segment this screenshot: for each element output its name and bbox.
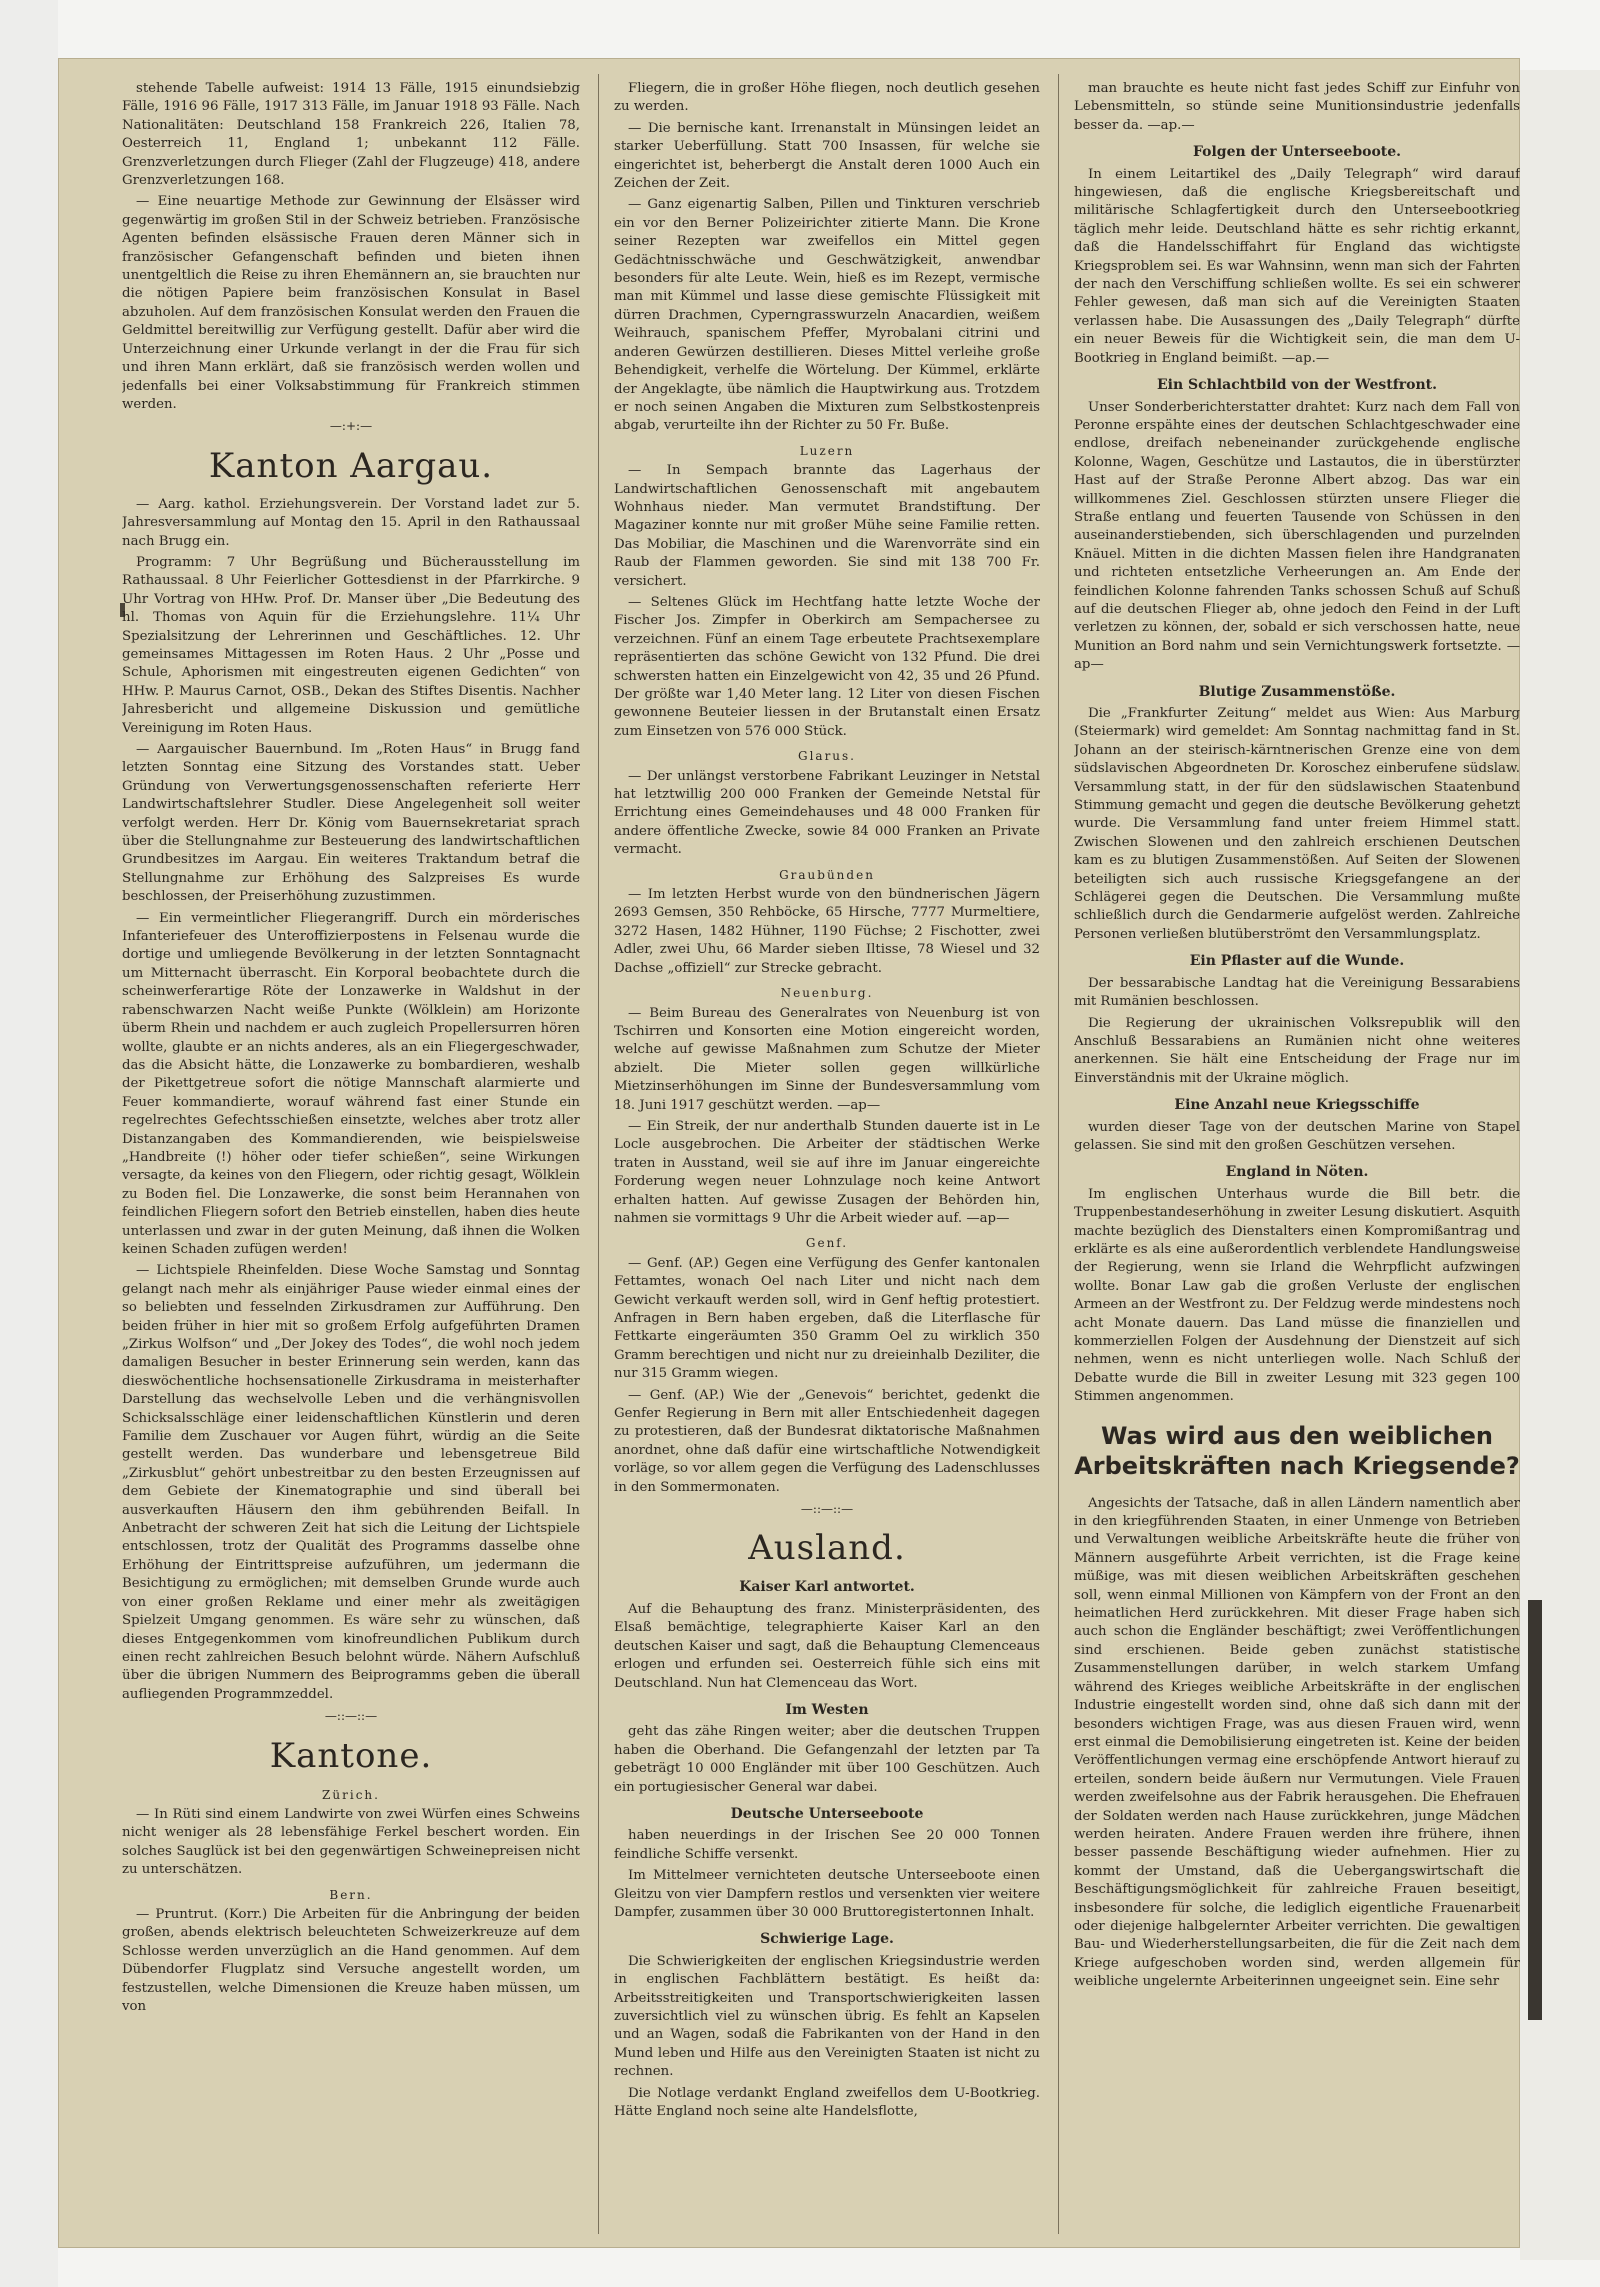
paragraph: Die Notlage verdankt England zweifellos dem U-Bootkrieg. Hätte England noch seine alte Handelsflotte, [614,2085,1040,2120]
paragraph: Der bessarabische Landtag hat die Vereinigung Bessarabiens mit Rumänien beschlossen. [1074,975,1520,1010]
paragraph: Unser Sonderberichterstatter drahtet: Kurz nach dem Fall von Peronne erspähte eines der deutschen Schlachtgeschwader eine endlose, dreifach nebeneinander zurückgehende englische Kolonne, Wagen, Geschütze und Lastautos, die in überstürzter Hast auf der Straße Peronne Albert abzog. Das war ein willkommenes Ziel. Geschlossen stürzten unsere Flieger die Straße entlang und feuerten Tausende von Schüssen in den auseinanderstiebenden, sich überschlagenden und purzelnden Knäuel. Mitten in die dichten Massen fielen ihre Handgranaten und richteten entsetzliche Verheerungen an. Am Ende der feindlichen Kolonne fahrenden Tanks schossen Schuß auf Schuß auf die deutschen Flieger ab, ohne jedoch den Feind in der Luft verletzen zu können, der, sobald er sich verschossen hatte, neue Munition an Bord nahm und sein Vernichtungswerk fortsetzte. —ap— [1074,399,1520,673]
paragraph: Auf die Behauptung des franz. Ministerpräsidenten, des Elsaß bemächtige, telegraphierte Kaiser Karl an den deutschen Kaiser und sagt, daß die Behauptung Clemenceaus erlogen und erfunden sei. Oesterreich fühle sich eins mit Deutschland. Nun hat Clemenceau das Wort. [614,1601,1040,1691]
paragraph: — Der unlängst verstorbene Fabrikant Leuzinger in Netstal hat letztwillig 200 000 Franken der Gemeinde Netstal für Errichtung eines Gemeindehauses und 48 000 Franken für andere öffentliche Zwecke, sowie 84 000 Franken an Private vermacht. [614,768,1040,858]
column-rule [598,74,599,2234]
paragraph: Die „Frankfurter Zeitung“ meldet aus Wien: Aus Marburg (Steiermark) wird gemeldet: Am Sonntag nachmittag fand in St. Johann an der steirisch-kärntnerischen Grenze eine von dem südslavischen Abgeordneten Dr. Koroschez einberufene südslaw. Versammlung statt, in der für den südslawischen Staatenbund Stimmung gemacht und gegen die deutsche Bevölkerung gehetzt wurde. Die Versammlung fand unter freiem Himmel statt. Zwischen Slowenen und den zahlreich erschienen Deutschen kam es zu blutigen Zusammenstößen. Auf Seiten der Slowenen beteiligten sich auch russische Kriegsgefangene an der Schlägerei gegen die Deutschen. Die Versammlung mußte schließlich durch die Gendarmerie aufgelöst werden. Zahlreiche Personen verließen blutüberströmt den Versammlungsplatz. [1074,706,1520,942]
paragraph: Die Schwierigkeiten der englischen Kriegsindustrie werden in englischen Fachblättern bestätigt. Es heißt da: Arbeitsstreitigkeiten und Transportschwierigkeiten lassen zuversichtlich viel zu wünschen übrig. Es fehlt an Kapselen und an Wagen, sodaß die Fabrikanten von der Hand in den Mund leben und Hilfe aus den Vereinigten Staaten ist nicht zu rechnen. [614,1953,1040,2080]
paragraph: — Genf. (AP.) Wie der „Genevois“ berichtet, gedenkt die Genfer Regierung in Bern mit aller Entschiedenheit dagegen zu protestieren, daß der Bundesrat diktatorische Maßnahmen anordnet, ohne daß dafür eine wirtschaftliche Notwendigkeit vorläge, so vor allem gegen die Verfügung des Ladenschlusses in den Sommermonaten. [614,1387,1040,1495]
subheading-bern: Bern. [329,1887,373,1902]
paragraph: wurden dieser Tage von der deutschen Marine von Stapel gelassen. Sie sind mit den großen Geschützen versehen. [1074,1119,1520,1153]
paragraph: geht das zähe Ringen weiter; aber die deutschen Truppen haben die Oberhand. Die Gefangenzahl der letzten par Ta gebeträgt 10 000 Engländer mit über 100 Geschützen. Auch ein portugiesischer General war dabei. [614,1724,1040,1795]
paragraph: Angesichts der Tatsache, daß in allen Ländern namentlich aber in den kriegführenden Staaten, in einer Unmenge von Betrieben und Verwaltungen weibliche Arbeitskräfte heute die früher von Männern ausgeführte Arbeit verrichten, ist die Frage keine müßige, was mit diesen weiblichen Arbeitskräften geschehen soll, wenn einmal Millionen von Kämpfern von der Front an den heimatlichen Herd zurückkehren. Mit dieser Frage haben sich auch schon die Engländer beschäftigt; zwei Veröffentlichungen sind erschienen. Beide geben zunächst statistische Zusammenstellungen darüber, in welch starkem Umfang während des Krieges weibliche Arbeitskräfte in der englischen Industrie eingestellt worden sind, ohne daß sich dann mit der besonders wichtigen Frage, was aus diesen Frauen wird, wenn erst einmal die Demobilisierung eingetreten ist. Keine der beiden Veröffentlichungen vermag eine erschöpfende Antwort hierauf zu erteilen, sondern beide äußern nur Vermutungen. Viele Frauen werden zweifelsohne aus der Fabrik herausgehen. Die Ehefrauen der Soldaten werden nach Hause zurückkehren, junge Mädchen werden heiraten. Andere Frauen werden ihre frühere, ihnen besser passende Beschäftigung wieder aufnehmen. Hier zu kommt der Umstand, daß die Uebergangswirtschaft die Beschäftigungsmöglichkeit für zahlreiche Frauen beseitigt, insbesondere für solche, die lediglich eigentliche Frauenarbeit oder diejenige halbgelernter Arbeiter verrichten. Die gewaltigen Bau- und Wiederherstellungsarbeiten, die für die Zeit nach dem Kriege aufgeschoben worden sind, werden allgemein für weibliche ungelernte Arbeiterinnen ungeeignet sein. Eine sehr [1074,1495,1520,1990]
separator: —::—::— [800,1502,854,1517]
paragraph: Die Regierung der ukrainischen Volksrepublik will den Anschluß Bessarabiens an Rumänien nicht ohne weiteres anerkennen. Sie hält eine Entscheidung der Frage nur im Einverständnis mit der Ukraine möglich. [1074,1015,1520,1086]
paragraph: — Aargauischer Bauernbund. Im „Roten Haus“ in Brugg fand letzten Sonntag eine Sitzung des Vorstandes statt. Ueber Gründung von Verwertungsgenossenschaften referierte Herr Landwirtschaftslehrer Studler. Diese Angelegenheit soll weiter verfolgt werden. Herr Dr. König vom Bauernsekretariat sprach über die Stellungnahme zur Besteuerung des landwirtschaftlichen Grundbesitzes im Aargau. Ein weiteres Traktandum betraf die Stellungnahme zur Erhöhung des Salzpreises Es wurde beschlossen, der Preiserhöhung zuzustimmen. [122,742,580,905]
paragraph: stehende Tabelle aufweist: 1914 13 Fälle, 1915 einundsiebzig Fälle, 1916 96 Fälle, 1917 313 Fälle, im Januar 1918 93 Fälle. Nach Nationalitäten: Deutschland 158 Frankreich 226, Italien 78, Oesterreich 11, England 1; unbekannt 112 Fälle. Grenzverletzungen durch Flieger (Zahl der Flugzeuge) 418, andere Grenzverletzungen 168. [122,81,580,189]
paragraph: Programm: 7 Uhr Begrüßung und Bücherausstellung im Rathaussaal. 8 Uhr Feierlicher Gottesdienst in der Pfarrkirche. 9 Uhr Vortrag von HHw. Prof. Dr. Manser über „Die Bedeutung des hl. Thomas von Aquin für die Erziehungslehre. 11¼ Uhr Spezialsitzung der Lehrerinnen und Geschäftliches. 12. Uhr gemeinsames Mittagessen im Roten Haus. 2 Uhr „Posse und Schule, Aphorismen mit eingestreuten eigenen Gedichten“ von HHw. P. Maurus Carnot, OSB., Dekan des Stiftes Disentis. Nachher Jahresbericht und allgemeine Diskussion und gemütliche Vereinigung im Roten Haus. [122,554,580,736]
paragraph: haben neuerdings in der Irischen See 20 000 Tonnen feindliche Schiffe versenkt. [614,1828,1040,1862]
section-heading-kanton-aargau: Kanton Aargau. [208,445,494,486]
paragraph: — Lichtspiele Rheinfelden. Diese Woche Samstag und Sonntag gelangt nach mehr als einjähriger Pause wieder einmal eines der so beliebten und fesselnden Zirkusdramen zur Aufführung. Den beiden früher in hier mit so großem Erfolg aufgeführten Dramen „Zirkus Wolfson“ und „Der Jokey des Todes“, die wohl noch jedem damaligen Besucher in bester Erinnerung sein werden, kann das dieswöchentliche hochsensationelle Zirkusdrama in meisterhafter Darstellung das wechselvolle Leben und die verhängnisvollen Schicksalsschläge einer leidenschaftlichen Künstlerin und deren Familie dem Zuschauer vor Augen führt, würdig an die Seite gestellt werden. Das wunderbare und lebensgetreue Bild „Zirkusblut“ gehört unbestreitbar zu den besten Erzeugnissen auf dem Gebiete der Kinematographie und sind überall bei ausverkauften Häusern den ihm gebührenden Beifall. In Anbetracht der schweren Zeit hat sich die Leitung der Lichtspiele entschlossen, trotz der Qualität des Programms dasselbe ohne Erhöhung der Eintrittspreise aufzuführen, um jedermann die Besichtigung zu ermöglichen; mit demselben Grunde wurde auch von einer großen Reklame und einer mehr als zweitägigen Spielzeit Umgang genommen. Es wäre sehr zu wünschen, daß dieses Entgegenkommen vom kinofreundlichen Publikum durch einen recht zahlreichen Besuch belohnt würde. Nähern Aufschluß über die übrigen Nummern des Beiprogramms geben die überall aufliegenden Programmzeddel. [122,1263,580,1702]
paragraph: — Im letzten Herbst wurde von den bündnerischen Jägern 2693 Gemsen, 350 Rehböcke, 65 Hirsche, 7777 Murmeltiere, 3272 Hasen, 1482 Hühner, 1190 Füchse; 2 Fischotter, zwei Adler, zwei Uhu, 66 Marder sieben Iltisse, 78 Wiesel und 32 Dachse „offiziell“ zur Strecke gebracht. [614,887,1040,976]
subheading-luzern: Luzern [799,443,855,458]
subheading-neuenburg: Neuenburg. [780,986,874,1001]
subheading-zusammenstoesse: Blutige Zusammenstöße. [1198,683,1396,700]
paragraph: In einem Leitartikel des „Daily Telegraph“ wird darauf hingewiesen, daß die englische Kriegsbereitschaft und militärische Schlagfertigkeit durch den Unterseebootkrieg täglich mehr leide. Deutschland hätte es sehr richtig erkannt, daß die Handelsschiffahrt für England das wichtigste Kriegsproblem sei. Es war Wahnsinn, wenn man sich der Fahrten der nach den Verschiffung schließen wollte. Es sei ein schwerer Fehler gewesen, daß man sich auf die Vereinigten Staaten verlassen habe. Die Ausassungen des „Daily Telegraph“ dürfte ein neuer Beweis für die Wichtigkeit sein, die man dem U-Bootkrieg in England beimißt. —ap.— [1074,166,1520,366]
subheading-folgen: Folgen der Unterseeboote. [1192,144,1402,161]
paragraph: — Pruntrut. (Korr.) Die Arbeiten für die Anbringung der beiden großen, abends elektrisch beleuchteten Schweizerkreuze auf dem Schlosse werden unverzüglich an die Hand genommen. Auf dem Dübendorfer Flugplatz sind Versuche angestellt worden, um festzustellen, welche Dimensionen die Kreuze haben müssen, um von [122,1906,580,2014]
column-rule [1058,74,1059,2234]
paragraph: — Aarg. kathol. Erziehungsverein. Der Vorstand ladet zur 5. Jahresversammlung auf Montag den 15. April in den Rathaussaal nach Brugg ein. [122,496,580,549]
paragraph: Im englischen Unterhaus wurde die Bill betr. die Truppenbestandeserhöhung in zweiter Lesung diskutiert. Asquith machte bezüglich des Dienstalters einen Kompromißantrag und erklärte es als eine außerordentlich verblendete Handlungsweise der Regierung, wenn sie Irland die Wehrpflicht aufzwingen wollte. Bonar Law gab die großen Verluste der englischen Armeen an der Westfront zu. Der Feldzug werde mindestens noch acht Monate dauern. Das Land müsse die finanziellen und kommerziellen Folgen der Ausdehnung der Dienstzeit auf sich nehmen, wenn es nicht unterliegen wolle. Nach Schluß der Debatte wurde die Bill in zweiter Lesung mit 323 gegen 100 Stimmen angenommen. [1074,1186,1520,1405]
subheading-im-westen: Im Westen [785,1701,869,1718]
edge-mark [1528,1600,1542,2020]
paragraph: man brauchte es heute nicht fast jedes Schiff zur Einfuhr von Lebensmitteln, so stünde seine Munitionsindustrie jedenfalls besser da. —ap.— [1074,81,1520,133]
separator: —:+:— [329,419,373,434]
paragraph: — In Sempach brannte das Lagerhaus der Landwirtschaftlichen Genossenschaft mit angebautem Wohnhaus nieder. Man vermutet Brandstiftung. Der Magaziner konnte nur mit großer Mühe seine Familie retten. Das Mobiliar, die Maschinen und die Warenvorräte sind ein Raub der Flammen geworden. Sie sind mit 138 700 Fr. versichert. [614,463,1040,589]
paragraph: — Genf. (AP.) Gegen eine Verfügung des Genfer kantonalen Fettamtes, wonach Oel nach Liter und nicht nach dem Gewicht verkauft werden soll, wird in Genf heftig protestiert. Anfragen in Bern haben ergeben, daß die Literflasche für Fettkarte eingeräumten 350 Gramm Oel zu wirklich 350 Gramm berechtigen und nicht nur zu dreieinhalb Deziliter, die nur 315 Gramm wiegen. [614,1255,1040,1382]
subheading-zuerich: Zürich. [322,1787,380,1802]
column-3 [1074,80,1520,2230]
subheading-glarus: Glarus. [797,749,856,764]
subheading-pflaster: Ein Pflaster auf die Wunde. [1189,953,1405,970]
paragraph: — Seltenes Glück im Hechtfang hatte letzte Woche der Fischer Jos. Zimpfer in Oberkirch am Sempachersee zu verzeichnen. Fünf an einem Tage erbeutete Prachtsexemplare repräsentierten das schöne Gewicht von 132 Pfund. Die drei schwersten hatten ein Einzelgewicht von 42, 35 und 26 Pfund. Der größte war 1,40 Meter lang. 12 Liter von diesen Fischen gewonnene Beuteier liessen in der Brutanstalt einen Ersatz zum Einsetzen von 576 000 Stück. [614,594,1040,739]
paragraph: Im Mittelmeer vernichteten deutsche Unterseeboote einen Gleitzu von vier Dampfern restlos und versenkten vier weitere Dampfer, zusammen über 30 000 Bruttoregistertonnen Inhalt. [614,1868,1040,1920]
feature-heading: Was wird aus den weiblichen Arbeitskräften nach Kriegsende? [1074,1421,1520,1480]
paragraph: — Ein Streik, der nur anderthalb Stunden dauerte ist in Le Locle ausgebrochen. Die Arbeiter der städtischen Werke traten in Ausstand, weil sie auf ihre im Januar eingereichte Forderung wegen neuer Lohnzulage noch keine Antwort erhalten hatten. Auf gewisse Zusagen der Behörden hin, nahmen sie vormittags 9 Uhr die Arbeit wieder auf. —ap— [614,1118,1040,1226]
subheading-graubuenden: Graubünden [779,867,875,882]
subheading-kriegsschiffe: Eine Anzahl neue Kriegsschiffe [1174,1097,1420,1114]
newspaper-page [58,58,1520,2248]
subheading-schlachtbild: Ein Schlachtbild von der Westfront. [1156,377,1438,394]
paragraph: — Eine neuartige Methode zur Gewinnung der Elsässer wird gegenwärtig im großen Stil in der Schweiz betrieben. Französische Agenten befinden elsässische Frauen deren Männer sich in französischer Gefangenschaft befinden und bieten ihnen unentgeltlich die Reise zu ihren Ehemännern an, sie brauchten nur die nötigen Papiere beim französischen Konsulat in Basel abzuholen. Auf dem französischen Konsulat werden den Frauen die Geldmittel bereitwillig zur Verfügung gestellt. Dafür aber wird die Unterzeichnung einer Urkunde verlangt in der die Frau für sich und ihren Mann erklärt, daß sie französisch werden wollen und jedenfalls bei einer Volksabstimmung für Frankreich stimmen werden. [122,194,580,412]
separator: —::—::— [324,1709,378,1724]
paragraph: Fliegern, die in großer Höhe fliegen, noch deutlich gesehen zu werden. [614,81,1040,115]
paragraph: — In Rüti sind einem Landwirte von zwei Würfen eines Schweins nicht weniger als 28 lebensfähige Ferkel beschert worden. Ein solches Sauglück ist bei den gegenwärtigen Schweinepreisen nicht zu unterschätzen. [122,1806,580,1878]
adjacent-page-edge [1520,70,1600,2260]
paragraph: — Ganz eigenartig Salben, Pillen und Tinkturen verschrieb ein vor den Berner Polizeirichter zitierte Mann. Die Krone seiner Rezepten war zweifellos ein Mittel gegen Gedächtnisschwäche und Geschwätzigkeit, anwendbar besonders für alte Leute. Wein, hieß es im Rezept, vermische man mit Kümmel und lasse diese gemischte Flüssigkeit mit dürren Drachmen, Cyperngrasswurzeln Anacardien, weißem Weihrauch, spanischem Pfeffer, Myrobalani citrini und anderen Gewürzen destillieren. Dieses Mittel verleihe große Behendigkeit, verhelfe die Wörtelung. Der Kümmel, erklärte der Angeklagte, übe nämlich die Hauptwirkung aus. Trotzdem er noch seinen Angaben die Mixturen zum Selbstkostenpreis abgab, verurteilte ihn der Richter zu 50 Fr. Buße. [614,197,1040,434]
paragraph: — Die bernische kant. Irrenanstalt in Münsingen leidet an starker Ueberfüllung. Statt 700 Insassen, für welche sie eingerichtet ist, beherbergt die Anstalt deren 1000 Auch ein Zeichen der Zeit. [614,120,1040,192]
paragraph: — Beim Bureau des Generalrates von Neuenburg ist von Tschirren und Konsorten eine Motion eingereicht worden, welche auf gewisse Maßnahmen zum Schutze der Mieter abzielt. Die Mieter sollen gegen willkürliche Mietzinserhöhungen im Sinne der Bundesversammlung vom 18. Juni 1917 geschützt werden. —ap— [614,1005,1040,1113]
subheading-schwierige-lage: Schwierige Lage. [760,1931,894,1948]
subheading-england: England in Nöten. [1225,1164,1369,1181]
section-heading-ausland: Ausland. [748,1528,906,1569]
section-heading-kantone: Kantone. [269,1735,433,1776]
subheading-genf: Genf. [805,1236,849,1251]
column-2 [614,80,1040,2230]
subheading-kaiser-karl: Kaiser Karl antwortet. [739,1579,915,1596]
column-1 [122,80,580,2230]
scan-background-left [0,0,58,2287]
subheading-unterseeboote: Deutsche Unterseeboote [730,1805,924,1822]
paragraph: — Ein vermeintlicher Fliegerangriff. Durch ein mörderisches Infanteriefeuer des Unteroffizierpostens in Felsenau wurde die dortige und umliegende Bevölkerung in der letzten Sonntagnacht um Mitternacht überrascht. Ein Korporal beobachtete durch die scheinwerferartige Röte der Lonzawerke in Waldshut in der rabenschwarzen Nacht weiße Punkte (Wölklein) am Horizonte überm Rhein und nachdem er auch zugleich Propellersurren hören wollte, glaubte er an nichts anderes, als an ein Fliegergeschwader, das die Absicht hätte, die Lonzawerke zu bombardieren, weshalb der Pikettgetreue sofort die nötige Mannschaft alarmierte und Feuer kommandierte, worauf während fast einer Stunde ein regelrechtes Gefechtsschießen einsetzte, welches aber trotz aller Distanzangaben des Kommandierenden, wie beispielsweise „Handbreite (!) höher oder tiefer schießen“, seine Wirkungen versagte, da keines von den Fliegern, oder richtig gesagt, Wölklein zu Boden fiel. Die Lonzawerke, die sonst beim Herannahen von feindlichen Fliegern sofort den Betrieb einstellen, haben dies heute unterlassen und zwar in der guten Meinung, daß ihnen die Wolken keinen Schaden zufügen werden! [122,910,580,1257]
